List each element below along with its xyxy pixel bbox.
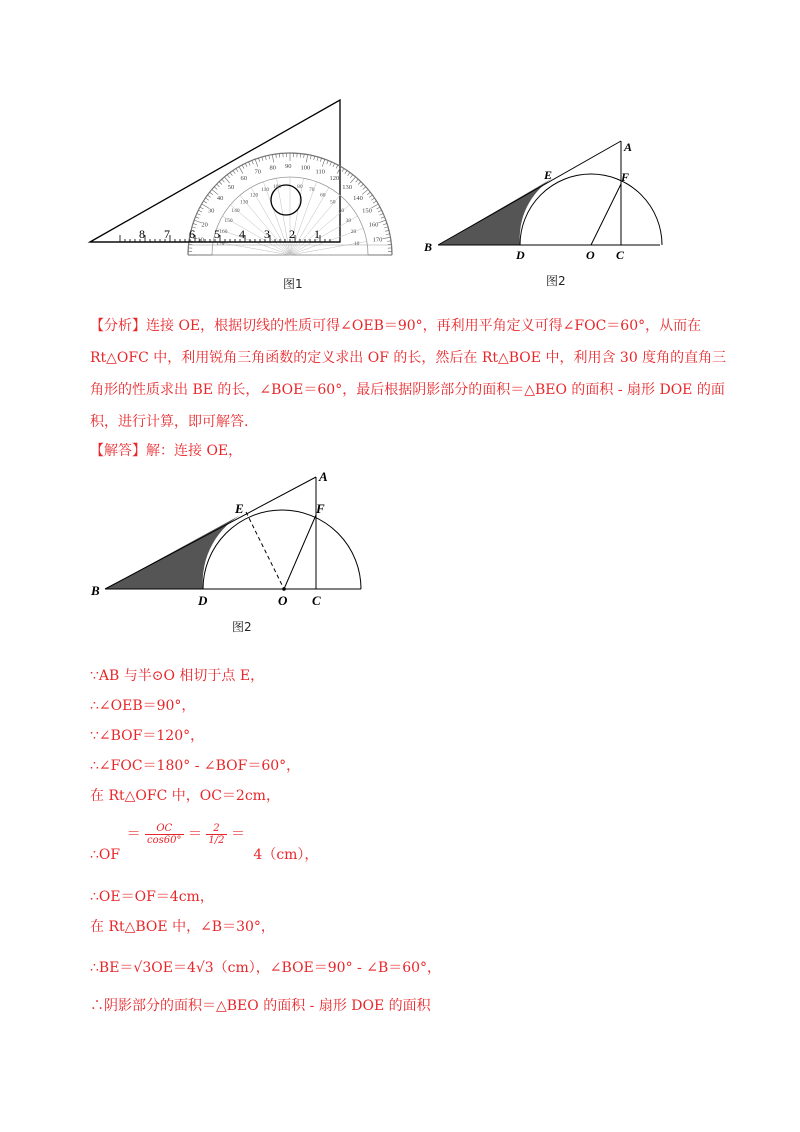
protractor-outer-label: 170 bbox=[372, 236, 383, 244]
label-c: C bbox=[616, 248, 625, 262]
protractor-tick bbox=[371, 198, 374, 200]
figure-1-protractor bbox=[80, 95, 400, 265]
ruler-number: 5 bbox=[214, 227, 220, 241]
protractor-outer-label: 150 bbox=[362, 207, 372, 215]
protractor-inner-label: 100 bbox=[272, 184, 282, 191]
protractor-tick bbox=[314, 156, 315, 160]
protractor-tick bbox=[380, 214, 384, 216]
protractor-tick bbox=[205, 198, 208, 200]
protractor-tick bbox=[342, 168, 344, 171]
solution-line-3: ∵∠BOF＝120°， bbox=[90, 728, 205, 744]
protractor-outer-label: 10 bbox=[197, 236, 204, 244]
figure-2-bottom bbox=[85, 465, 375, 610]
protractor-tick bbox=[358, 182, 361, 185]
protractor-tick bbox=[219, 182, 222, 185]
of-result: 4（cm）， bbox=[253, 847, 319, 863]
protractor-outer-label: 60 bbox=[240, 174, 247, 182]
label-a: A bbox=[319, 469, 328, 484]
of-eq1: ＝ bbox=[126, 826, 141, 843]
fraction-oc-num: OC bbox=[145, 823, 183, 835]
protractor-tick bbox=[360, 184, 363, 187]
analysis-paragraph bbox=[90, 310, 730, 438]
protractor-tick bbox=[373, 201, 376, 203]
protractor-tick bbox=[304, 154, 305, 158]
label-c: C bbox=[312, 593, 321, 608]
ruler-number: 4 bbox=[239, 227, 245, 241]
protractor-tick bbox=[255, 159, 258, 167]
analysis-label: 【分析】 bbox=[90, 318, 146, 334]
protractor-tick bbox=[276, 154, 277, 158]
protractor-tick bbox=[387, 241, 391, 242]
protractor-tick bbox=[265, 156, 266, 160]
protractor-tick bbox=[236, 168, 238, 171]
protractor-outer-label: 40 bbox=[216, 194, 224, 202]
of-eq2: ＝ bbox=[187, 826, 202, 843]
protractor-inner-label: 110 bbox=[261, 187, 270, 194]
of-prefix: ∴OF bbox=[90, 847, 121, 863]
protractor-tick bbox=[317, 157, 318, 161]
solution-line-last: ∴阴影部分的面积＝△BEO 的面积 - 扇形 DOE 的面积 bbox=[90, 998, 431, 1014]
protractor-tick bbox=[350, 175, 352, 178]
label-e: E bbox=[235, 501, 244, 516]
answer-label: 【解答】 bbox=[90, 443, 146, 459]
figure-2-top bbox=[420, 135, 670, 265]
solution-line-7: 在 Rt△BOE 中，∠B＝30°， bbox=[90, 919, 275, 935]
protractor-tick bbox=[306, 155, 307, 163]
solution-line-1: ∵AB 与半⊙O 相切于点 E， bbox=[90, 668, 265, 684]
protractor-inner-label: 120 bbox=[250, 192, 259, 199]
label-d: D bbox=[198, 593, 208, 608]
protractor-tick bbox=[239, 167, 243, 174]
protractor-tick bbox=[378, 220, 386, 223]
protractor-tick bbox=[330, 162, 332, 166]
protractor-tick bbox=[377, 207, 381, 209]
protractor-outer-label: 20 bbox=[201, 221, 208, 229]
label-b: B bbox=[91, 583, 100, 598]
solution-line-be: ∴BE＝√3OE＝4√3（cm），∠BOE＝90° - ∠B＝60°， bbox=[90, 960, 442, 976]
ruler-number: 3 bbox=[264, 227, 270, 241]
protractor-tick bbox=[197, 214, 201, 216]
protractor-tick bbox=[363, 187, 366, 190]
protractor-tick bbox=[198, 210, 202, 212]
protractor-inner-label: 60 bbox=[320, 192, 326, 199]
protractor-tick bbox=[378, 210, 382, 212]
protractor-inner-label: 50 bbox=[329, 199, 336, 206]
protractor-tick bbox=[336, 165, 338, 169]
protractor-outer-label: 130 bbox=[342, 183, 352, 191]
figure-1-caption: 图1 bbox=[283, 277, 303, 291]
protractor-tick bbox=[384, 227, 388, 228]
protractor-tick bbox=[230, 172, 232, 175]
protractor-tick bbox=[200, 207, 204, 209]
protractor-inner-label: 30 bbox=[345, 218, 352, 224]
fraction-2-half bbox=[206, 823, 226, 846]
protractor-tick bbox=[272, 155, 273, 163]
ruler-number: 1 bbox=[314, 227, 320, 241]
protractor-tick bbox=[383, 237, 391, 238]
protractor-tick bbox=[333, 163, 335, 167]
fraction-oc-den: cos60° bbox=[147, 835, 182, 846]
protractor-tick bbox=[258, 158, 259, 162]
solution-line-5: 在 Rt△OFC 中，OC＝2cm， bbox=[90, 788, 280, 804]
protractor-tick bbox=[327, 160, 328, 164]
protractor-outer-label: 70 bbox=[254, 168, 262, 176]
solution-line-2: ∴∠OEB＝90°， bbox=[90, 698, 196, 714]
protractor-tick bbox=[269, 155, 270, 159]
answer-heading bbox=[90, 441, 242, 461]
ruler-number: 7 bbox=[164, 227, 170, 241]
protractor-outer-label: 120 bbox=[329, 174, 340, 182]
label-a: A bbox=[624, 140, 633, 154]
of-equation bbox=[90, 823, 318, 865]
protractor-tick bbox=[242, 165, 244, 169]
protractor-tick bbox=[233, 170, 235, 173]
protractor-outer-label: 140 bbox=[353, 194, 363, 202]
protractor-tick bbox=[217, 184, 220, 187]
figure-2-bottom-caption: 图2 bbox=[232, 620, 252, 634]
answer-intro: 解：连接 OE， bbox=[146, 443, 243, 459]
protractor-tick bbox=[367, 192, 370, 194]
protractor-tick bbox=[193, 223, 197, 224]
protractor-tick bbox=[348, 172, 350, 175]
label-f: F bbox=[316, 501, 325, 516]
protractor-tick bbox=[345, 170, 347, 173]
protractor-outer-label: 80 bbox=[269, 164, 277, 172]
protractor-tick bbox=[350, 177, 355, 183]
protractor-inner-label: 150 bbox=[224, 218, 233, 224]
protractor-tick bbox=[195, 217, 199, 218]
fraction-oc-cos60 bbox=[145, 823, 183, 846]
protractor-tick bbox=[262, 157, 263, 161]
protractor-tick bbox=[356, 179, 359, 182]
protractor-tick bbox=[381, 217, 385, 218]
solution-line-6: ∴OE＝OF＝4cm， bbox=[90, 889, 214, 905]
figure-2-top-caption: 图2 bbox=[546, 274, 566, 288]
protractor-inner-label: 20 bbox=[350, 229, 357, 236]
label-o: O bbox=[278, 593, 288, 608]
protractor-inner-label: 140 bbox=[231, 208, 240, 215]
solution-line-4: ∴∠FOC＝180° - ∠BOF＝60°， bbox=[90, 758, 301, 774]
protractor-tick bbox=[369, 195, 372, 197]
analysis-text: 连接 OE，根据切线的性质可得∠OEB＝90°，再利用平角定义可得∠FOC＝60°，从而在 Rt△OFC 中，利用锐角三角函数的定义求出 OF 的长，然后在 Rt△BOE 中，利用含 30 度角的直角三角形的性质求出 BE 的长，∠BOE＝60°，最后根据阴影部分的面积＝△BEO 的面积 - 扇形 DOE 的面积，进行计算，即可解答. bbox=[90, 318, 727, 430]
of-eq3: ＝ bbox=[230, 826, 245, 843]
fraction-2-den: 1/2 bbox=[208, 835, 225, 846]
protractor-tick bbox=[322, 159, 325, 167]
protractor-inner-label: 130 bbox=[240, 199, 249, 206]
protractor-inner-label: 10 bbox=[353, 240, 360, 247]
protractor-outer-label: 160 bbox=[368, 221, 379, 229]
protractor-tick bbox=[245, 163, 247, 167]
protractor-inner-label: 80 bbox=[297, 184, 303, 191]
protractor-outer-label: 50 bbox=[227, 183, 235, 191]
label-d: D bbox=[516, 248, 525, 262]
protractor-tick bbox=[310, 155, 311, 159]
protractor-outer-label: 100 bbox=[300, 164, 311, 172]
protractor-tick bbox=[222, 179, 225, 182]
label-b: B bbox=[424, 240, 433, 254]
label-f: F bbox=[621, 170, 630, 184]
dashed-oe bbox=[246, 512, 284, 589]
protractor-tick bbox=[224, 177, 229, 183]
protractor-tick bbox=[320, 158, 321, 162]
protractor-tick bbox=[249, 162, 251, 166]
protractor-tick bbox=[210, 192, 213, 194]
protractor-tick bbox=[252, 160, 253, 164]
protractor-tick bbox=[227, 175, 229, 178]
protractor-outer-label: 90 bbox=[285, 163, 292, 170]
protractor-outer-label: 30 bbox=[207, 207, 215, 215]
protractor-inner-label: 170 bbox=[216, 240, 225, 247]
protractor-outer-label: 110 bbox=[315, 168, 325, 176]
protractor-inner-label: 160 bbox=[219, 229, 228, 236]
protractor-tick bbox=[383, 223, 387, 224]
protractor-inner-label: 70 bbox=[308, 187, 315, 194]
protractor-tick bbox=[385, 230, 389, 231]
protractor-tick bbox=[203, 201, 206, 203]
protractor-tick bbox=[207, 195, 210, 197]
protractor-tick bbox=[386, 234, 390, 235]
label-o: O bbox=[586, 248, 595, 262]
ruler-number: 2 bbox=[289, 227, 295, 241]
label-e: E bbox=[544, 168, 553, 182]
ruler-number: 8 bbox=[139, 227, 145, 241]
fraction-2-num: 2 bbox=[206, 823, 226, 835]
protractor-inner-label: 40 bbox=[338, 208, 345, 215]
ruler-number: 6 bbox=[189, 227, 195, 241]
protractor-tick bbox=[214, 187, 217, 190]
protractor-tick bbox=[371, 204, 378, 208]
